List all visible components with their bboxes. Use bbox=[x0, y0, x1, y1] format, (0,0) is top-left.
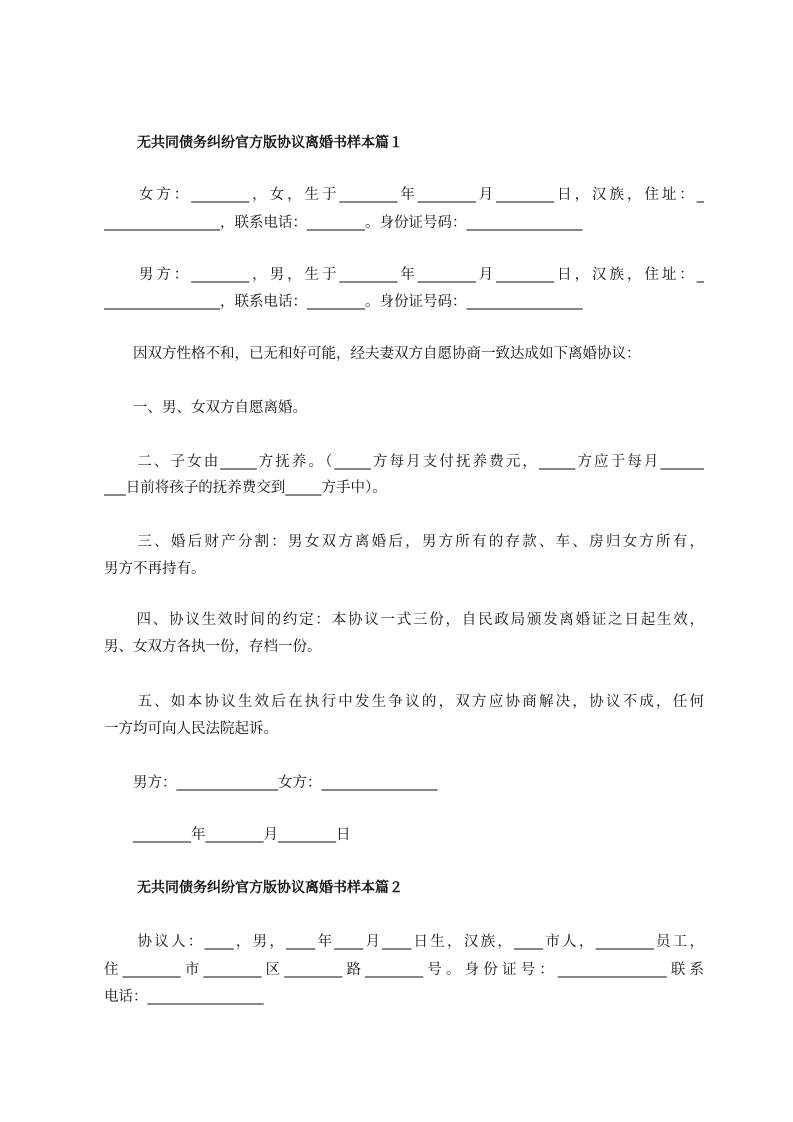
clause-1: 一、男、女双方自愿离婚。 bbox=[104, 400, 307, 416]
female-info-line2: ________________，联系电话：________。身份证号码：________________ bbox=[104, 215, 583, 231]
party-info-line3: 电话：________________ bbox=[104, 989, 264, 1005]
clause-3-line2: 男方不再持有。 bbox=[104, 561, 206, 577]
date-line: ________年________月________日 bbox=[104, 827, 351, 843]
clause-4-line2: 男、女双方各执一份，存档一份。 bbox=[104, 639, 322, 655]
female-info-line1: 女方：________，女，生于________年________月________日，汉族，住址：_ bbox=[104, 187, 704, 203]
clause-2-line1: 二、子女由_____方抚养。（_____方每月支付抚养费元，_____方应于每月______ bbox=[104, 454, 704, 470]
male-info-line2: ________________，联系电话：________。身份证号码：________________ bbox=[104, 294, 583, 310]
male-info-line1: 男方：________，男，生于________年________月________日，汉族，住址：_ bbox=[104, 267, 704, 283]
clause-5-line2: 一方均可向人民法院起诉。 bbox=[104, 721, 278, 737]
section1-title: 无共同债务纠纷官方版协议离婚书样本篇１ bbox=[137, 135, 403, 151]
clause-5-line1: 五、如本协议生效后在执行中发生争议的，双方应协商解决，协议不成，任何 bbox=[104, 694, 704, 710]
party-info-line2: 住________市________区________路________号。身份证号：_______________联系 bbox=[104, 962, 704, 978]
clause-4-line1: 四、协议生效时间的约定：本协议一式三份，自民政局颁发离婚证之日起生效， bbox=[104, 612, 704, 628]
clause-3-line1: 三、婚后财产分割：男女双方离婚后，男方所有的存款、车、房归女方所有， bbox=[104, 534, 704, 550]
clause-2-line2: ___日前将孩子的抚养费交到_____方手中）。 bbox=[104, 480, 387, 496]
party-info-line1: 协议人：____，男，____年____月____日生，汉族，____市人，________员工， bbox=[104, 934, 704, 950]
signature-line: 男方：______________女方：________________ bbox=[104, 775, 438, 791]
agreement-intro: 因双方性格不和，已无和好可能，经夫妻双方自愿协商一致达成如下离婚协议： bbox=[104, 346, 641, 362]
section2-title: 无共同债务纠纷官方版协议离婚书样本篇２ bbox=[137, 880, 403, 896]
